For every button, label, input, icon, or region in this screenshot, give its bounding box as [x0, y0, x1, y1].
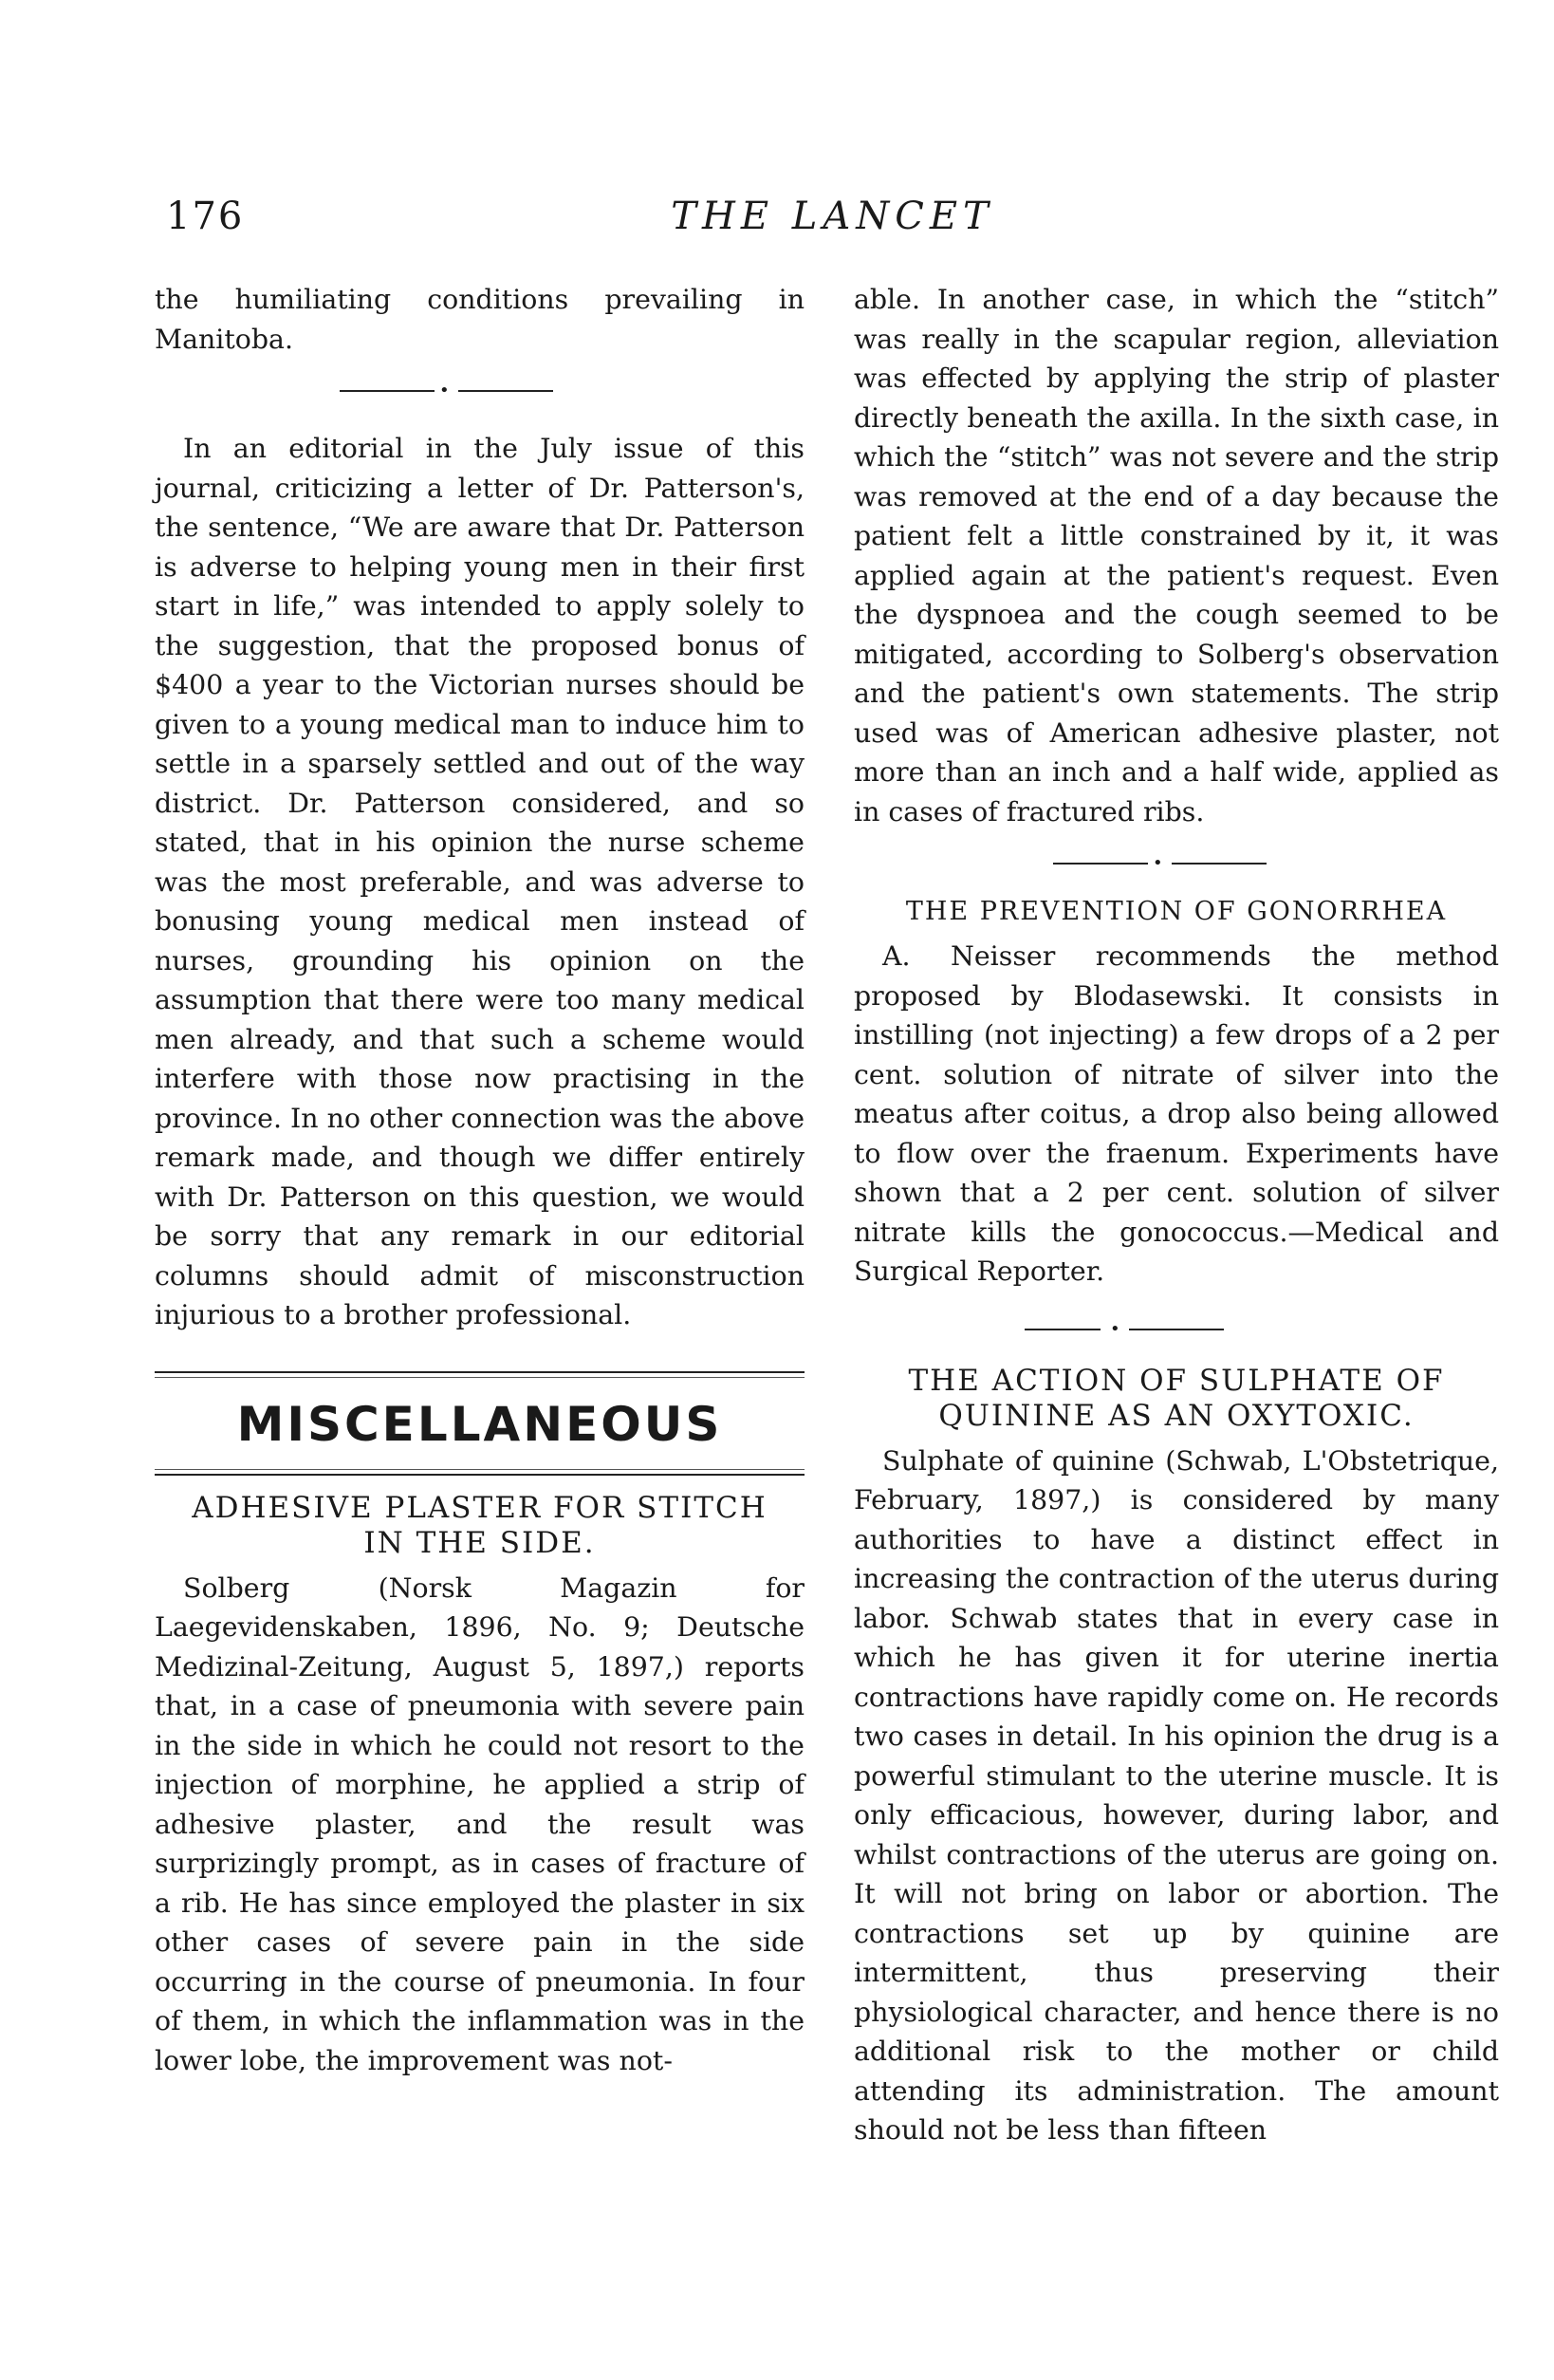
- article-title-gonorrhea: THE PREVENTION OF GONORRHEA: [905, 897, 1448, 926]
- section-rule-top: [155, 1371, 805, 1378]
- running-title: THE LANCET: [671, 195, 994, 238]
- article-title-line: IN THE SIDE.: [363, 1525, 596, 1560]
- ornamental-divider: [155, 378, 805, 404]
- article-title-line: QUININE AS AN OXYTOXIC.: [938, 1398, 1415, 1433]
- article-title-line: ADHESIVE PLASTER FOR STITCH: [192, 1490, 768, 1525]
- section-rule-bottom: [155, 1469, 805, 1476]
- page-number: 176: [166, 195, 245, 238]
- left-column: [155, 280, 805, 2080]
- divider-line-right: [1172, 863, 1267, 865]
- divider-line-right: [1129, 1329, 1224, 1330]
- right-column: [854, 280, 1499, 2150]
- article-body-adhesive-plaster-continued: able. In another case, in which the “stitch” was really in the scapular region, alleviation was effected by applying the strip of plaster directly beneath the axilla. In the sixth case, in which the “stitch” was not severe and the strip was removed at the end of a day because the patient felt a little constrained by it, it was applied again at the patient's request. Even the dyspnoea and the cough seemed to be mitigated, according to Solberg's observation and the patient's own statements. The strip used was of American adhesive plaster, not more than an inch and a half wide, applied as in cases of fractured ribs.: [854, 284, 1499, 827]
- ornamental-divider: [854, 1316, 1499, 1343]
- divider-line-left: [340, 390, 435, 392]
- article-title-adhesive-plaster: [155, 1491, 805, 1561]
- divider-ornament: •: [1153, 853, 1163, 873]
- article-body-gonorrhea: A. Neisser recommends the method proposed by Blodasewski. It consists in instilling (not injecting) a few drops of a 2 per cent. solution of nitrate of silver into the meatus after coitus, a drop also being allowed to flow over the fraenum. Experiments have shown that a 2 per cent. solution of silver nitrate kills the gonococcus.—Medical and Surgical Reporter.: [854, 940, 1499, 1287]
- paragraph-manitoba: the humiliating conditions prevailing in Manitoba.: [155, 284, 805, 355]
- article-body-adhesive-plaster: Solberg (Norsk Magazin for Laegevidenskaben, 1896, No. 9; Deutsche Medizinal-Zeitung, August 5, 1897,) reports that, in a case of pneumonia with severe pain in the side in which he could not resort to the injection of morphine, he applied a strip of adhesive plaster, and the result was surprizingly prompt, as in cases of fracture of a rib. He has since employed the plaster in six other cases of severe pain in the side occurring in the course of pneumonia. In four of them, in which the inflammation was in the lower lobe, the improvement was not-: [155, 1571, 805, 2076]
- ornamental-divider: [854, 850, 1499, 877]
- divider-ornament: •: [1110, 1318, 1120, 1339]
- divider-line-right: [458, 390, 553, 392]
- divider-line-left: [1025, 1329, 1101, 1330]
- article-body-quinine: Sulphate of quinine (Schwab, L'Obstetrique, February, 1897,) is considered by many authorities to have a distinct effect in increasing the contraction of the uterus during labor. Schwab states that in every case in which he has given it for uterine inertia contractions have rapidly come on. He records two cases in detail. In his opinion the drug is a powerful stimulant to the uterine muscle. It is only efficacious, however, during labor, and whilst contractions of the uterus are going on. It will not bring on labor or abortion. The contractions set up by quinine are intermittent, thus preserving their physiological character, and hence there is no additional risk to the mother or child attending its administration. The amount should not be less than fifteen: [854, 1444, 1499, 2146]
- section-title: MISCELLANEOUS: [236, 1396, 723, 1452]
- divider-ornament: •: [439, 381, 450, 400]
- article-title-line: THE ACTION OF SULPHATE OF: [908, 1363, 1445, 1398]
- page-header: [166, 195, 1499, 251]
- article-title-quinine: [854, 1364, 1499, 1434]
- paragraph-editorial-correction: In an editorial in the July issue of this journal, criticizing a letter of Dr. Patterson's, the sentence, “We are aware that Dr. Patterson is adverse to helping young men in their first start in life,” was intended to apply solely to the suggestion, that the proposed bonus of $400 a year to the Victorian nurses should be given to a young medical man to induce him to settle in a sparsely settled and out of the way district. Dr. Patterson considered, and so stated, that in his opinion the nurse scheme was the most preferable, and was adverse to bonusing young medical men instead of nurses, grounding his opinion on the assumption that there were too many medical men already, and that such a scheme would interfere with those now practising in the province. In no other connection was the above remark made, and though we differ entirely with Dr. Patterson on this question, we would be sorry that any remark in our editorial columns should admit of misconstruction injurious to a brother professional.: [155, 433, 805, 1330]
- divider-line-left: [1053, 863, 1148, 865]
